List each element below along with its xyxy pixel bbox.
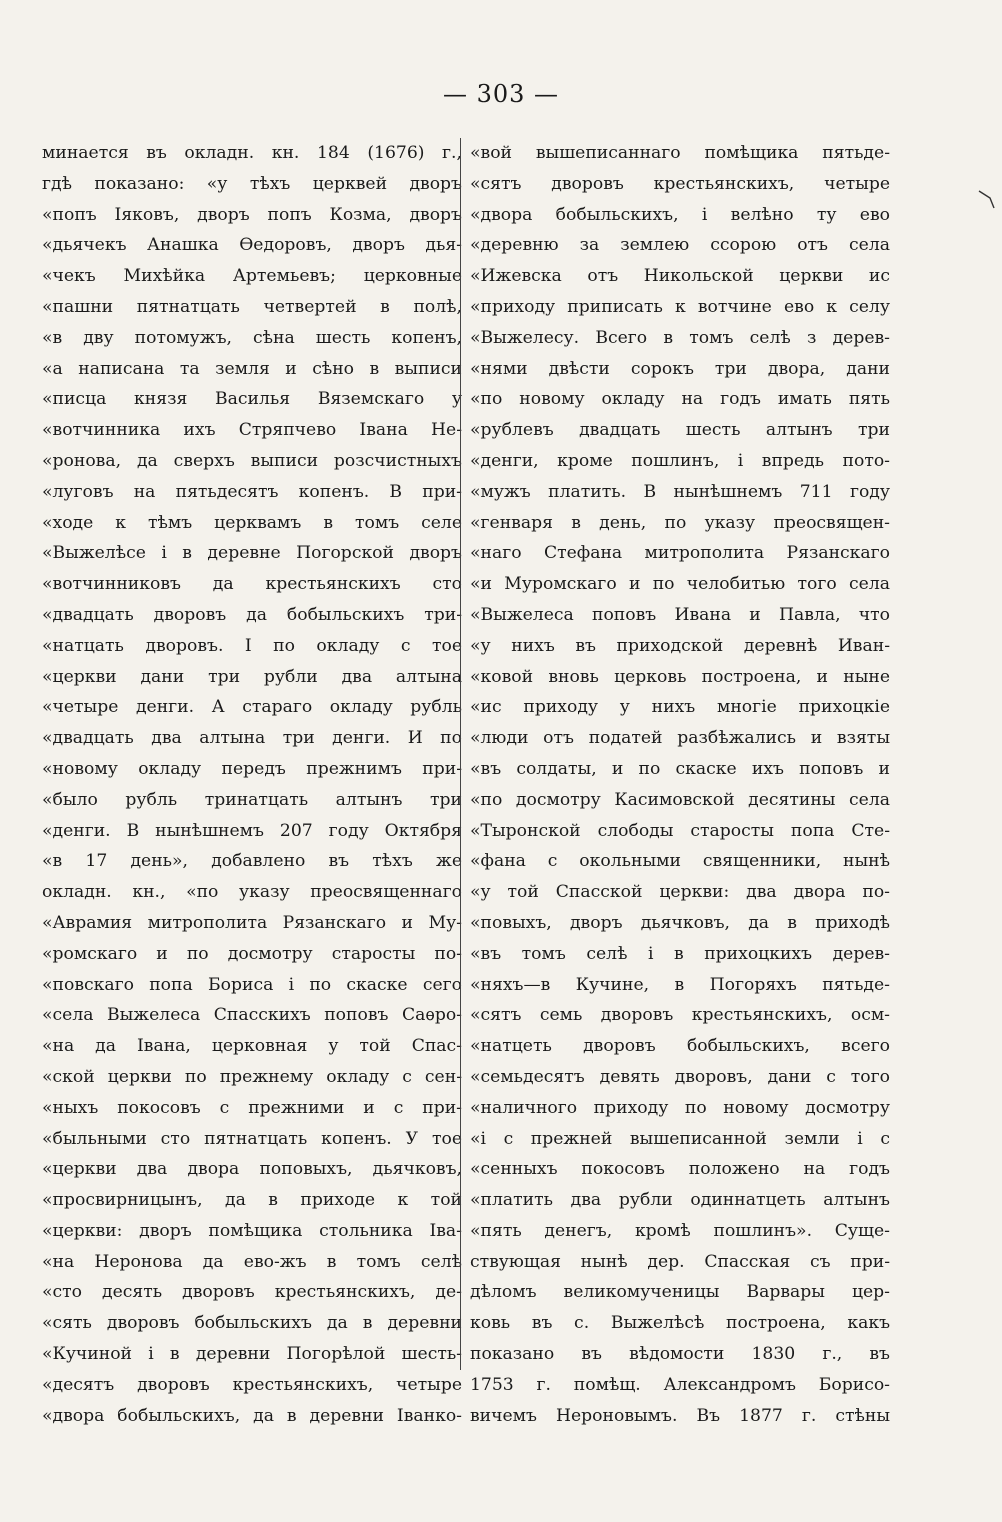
- text-line: «повскаго попа Бориса і по скаске сего: [42, 974, 462, 995]
- text-line: «сенныхъ покосовъ положено на годъ: [470, 1159, 890, 1180]
- text-line: «сто десять дворовъ крестьянскихъ, де-: [42, 1282, 462, 1303]
- text-line: «ромскаго и по досмотру старосты по-: [42, 943, 462, 964]
- text-line: «двадцать дворовъ да бобыльскихъ три-: [42, 604, 462, 625]
- text-line: «церкви дани три рубли два алтына: [42, 666, 462, 687]
- text-line: «в 17 день», добавлено въ тѣхъ же: [42, 851, 462, 872]
- text-line: «просвирницынъ, да в приходе к той: [42, 1190, 462, 1211]
- text-line: «Ижевска отъ Никольской церкви ис: [470, 266, 890, 287]
- text-line: дѣломъ великомученицы Варвары цер-: [470, 1282, 890, 1303]
- left-column: [42, 138, 462, 1431]
- text-line: «у той Спасской церкви: два двора по-: [470, 882, 890, 903]
- text-line: «ковой вновь церковь построена, и ныне: [470, 666, 890, 687]
- text-line: «пашни пятнатцать четвертей в полѣ,: [42, 296, 462, 317]
- text-line: «пять денегъ, кромѣ пошлинъ». Суще-: [470, 1220, 890, 1241]
- text-line: «платить два рубли одиннатцеть алтынъ: [470, 1190, 890, 1211]
- text-line: «наличного приходу по новому досмотру: [470, 1097, 890, 1118]
- text-line: ковь въ с. Выжелѣсѣ построена, какъ: [470, 1313, 890, 1334]
- text-line: «двадцать два алтына три денги. И по: [42, 728, 462, 749]
- text-line: «а написана та земля и сѣно в выписи: [42, 358, 462, 379]
- text-line: «на да Івана, церковная у той Спас-: [42, 1036, 462, 1057]
- text-line: «десятъ дворовъ крестьянскихъ, четыре: [42, 1374, 462, 1395]
- text-line: «у нихъ въ приходской деревнѣ Иван-: [470, 635, 890, 656]
- text-line: «мужъ платить. В нынѣшнемъ 711 году: [470, 481, 890, 502]
- right-column: [470, 138, 890, 1431]
- text-line: «рублевъ двадцать шесть алтынъ три: [470, 420, 890, 441]
- text-line: «наго Стефана митрополита Рязанскаго: [470, 543, 890, 564]
- text-line: «вотчинника ихъ Стряпчево Івана Не-: [42, 420, 462, 441]
- text-line: «люди отъ податей разбѣжались и взяты: [470, 728, 890, 749]
- text-line: «двора бобыльскихъ, да в деревни Іванко-: [42, 1405, 462, 1426]
- column-divider: [460, 138, 461, 1370]
- text-line: «въ томъ селѣ і в прихоцкихъ дерев-: [470, 943, 890, 964]
- text-line: «Выжелесу. Всего в томъ селѣ з дерев-: [470, 327, 890, 348]
- text-line: «чекъ Михѣйка Артемьевъ; церковные: [42, 266, 462, 287]
- text-line: «ныхъ покосовъ с прежними и с при-: [42, 1097, 462, 1118]
- text-line: «писца князя Василья Вяземскаго у: [42, 389, 462, 410]
- text-line: «и Муромскаго и по челобитью того села: [470, 574, 890, 595]
- text-line: окладн. кн., «по указу преосвященнаго: [42, 882, 462, 903]
- edge-scan-mark: [978, 188, 996, 210]
- text-line: «четыре денги. А стараго окладу рубль: [42, 697, 462, 718]
- text-line: «ской церкви по прежнему окладу с сен-: [42, 1066, 462, 1087]
- text-line: «ронова, да сверхъ выписи розсчистныхъ: [42, 450, 462, 471]
- text-line: «в дву потомужъ, сѣна шесть копенъ,: [42, 327, 462, 348]
- text-line: «дьячекъ Анашка Ѳедоровъ, дворъ дья-: [42, 235, 462, 256]
- text-line: «церкви: дворъ помѣщика стольника Іва-: [42, 1220, 462, 1241]
- text-line: «Выжелѣсе і в деревне Погорской дворъ: [42, 543, 462, 564]
- text-line: «денги, кроме пошлинъ, і впредь пото-: [470, 450, 890, 471]
- text-line: «фана с окольными священники, нынѣ: [470, 851, 890, 872]
- text-line: показано въ вѣдомости 1830 г., въ: [470, 1344, 890, 1365]
- text-line: «повыхъ, дворъ дьячковъ, да в приходѣ: [470, 912, 890, 933]
- text-line: «генваря в день, по указу преосвящен-: [470, 512, 890, 533]
- text-line: «вой вышеписаннаго помѣщика пятьде-: [470, 143, 890, 163]
- text-line: «деревню за землею ссорою отъ села: [470, 235, 890, 256]
- text-line: «Кучиной і в деревни Погорѣлой шесть-: [42, 1344, 462, 1365]
- text-line: «на Неронова да ево-жъ в томъ селѣ: [42, 1251, 462, 1272]
- text-line: «і с прежней вышеписанной земли і с: [470, 1128, 890, 1149]
- text-line: «въ солдаты, и по скаске ихъ поповъ и: [470, 758, 890, 779]
- page-number: — 303 —: [442, 80, 560, 108]
- text-line: «денги. В нынѣшнемъ 207 году Октября: [42, 820, 462, 841]
- text-line: «по досмотру Касимовской десятины села: [470, 789, 890, 810]
- text-line: «Тыронской слободы старосты попа Сте-: [470, 820, 890, 841]
- text-line: «Выжелеса поповъ Ивана и Павла, что: [470, 604, 890, 625]
- text-line: «вотчинниковъ да крестьянскихъ сто: [42, 574, 462, 595]
- text-line: «натцать дворовъ. І по окладу с тое: [42, 635, 462, 656]
- text-line: вичемъ Нероновымъ. Въ 1877 г. стѣны: [470, 1405, 890, 1426]
- text-line: минается въ окладн. кн. 184 (1676) г.,: [42, 143, 462, 163]
- text-line: ствующая нынѣ дер. Спасская съ при-: [470, 1251, 890, 1272]
- text-line: «двора бобыльскихъ, і велѣно ту ево: [470, 204, 890, 225]
- text-line: «села Выжелеса Спасскихъ поповъ Саѳро-: [42, 1005, 462, 1026]
- text-line: «попъ Іяковъ, дворъ попъ Козма, дворъ: [42, 204, 462, 225]
- text-line: «церкви два двора поповыхъ, дьячковъ,: [42, 1159, 462, 1180]
- text-line: «луговъ на пятьдесятъ копенъ. В при-: [42, 481, 462, 502]
- text-line: «сятъ дворовъ крестьянскихъ, четыре: [470, 173, 890, 194]
- text-line: гдѣ показано: «у тѣхъ церквей дворъ: [42, 173, 462, 194]
- text-line: «няхъ—в Кучине, в Погоряхъ пятьде-: [470, 974, 890, 995]
- text-line: «сять дворовъ бобыльскихъ да в деревни: [42, 1313, 462, 1334]
- text-line: «было рубль тринатцать алтынъ три: [42, 789, 462, 810]
- text-line: «Аврамия митрополита Рязанскаго и Му-: [42, 912, 462, 933]
- text-line: «приходу приписать к вотчине ево к селу: [470, 296, 890, 317]
- text-line: 1753 г. помѣщ. Александромъ Борисо-: [470, 1374, 890, 1395]
- text-line: «ис приходу у нихъ многіе прихоцкіе: [470, 697, 890, 718]
- text-line: «быльными сто пятнатцать копенъ. У тое: [42, 1128, 462, 1149]
- text-line: «семьдесятъ девять дворовъ, дани с того: [470, 1066, 890, 1087]
- text-line: «натцеть дворовъ бобыльскихъ, всего: [470, 1036, 890, 1057]
- text-line: «новому окладу передъ прежнимъ при-: [42, 758, 462, 779]
- text-line: «ходе к тѣмъ церквамъ в томъ селе: [42, 512, 462, 533]
- text-line: «по новому окладу на годъ имать пять: [470, 389, 890, 410]
- text-line: «нями двѣсти сорокъ три двора, дани: [470, 358, 890, 379]
- text-line: «сятъ семь дворовъ крестьянскихъ, осм-: [470, 1005, 890, 1026]
